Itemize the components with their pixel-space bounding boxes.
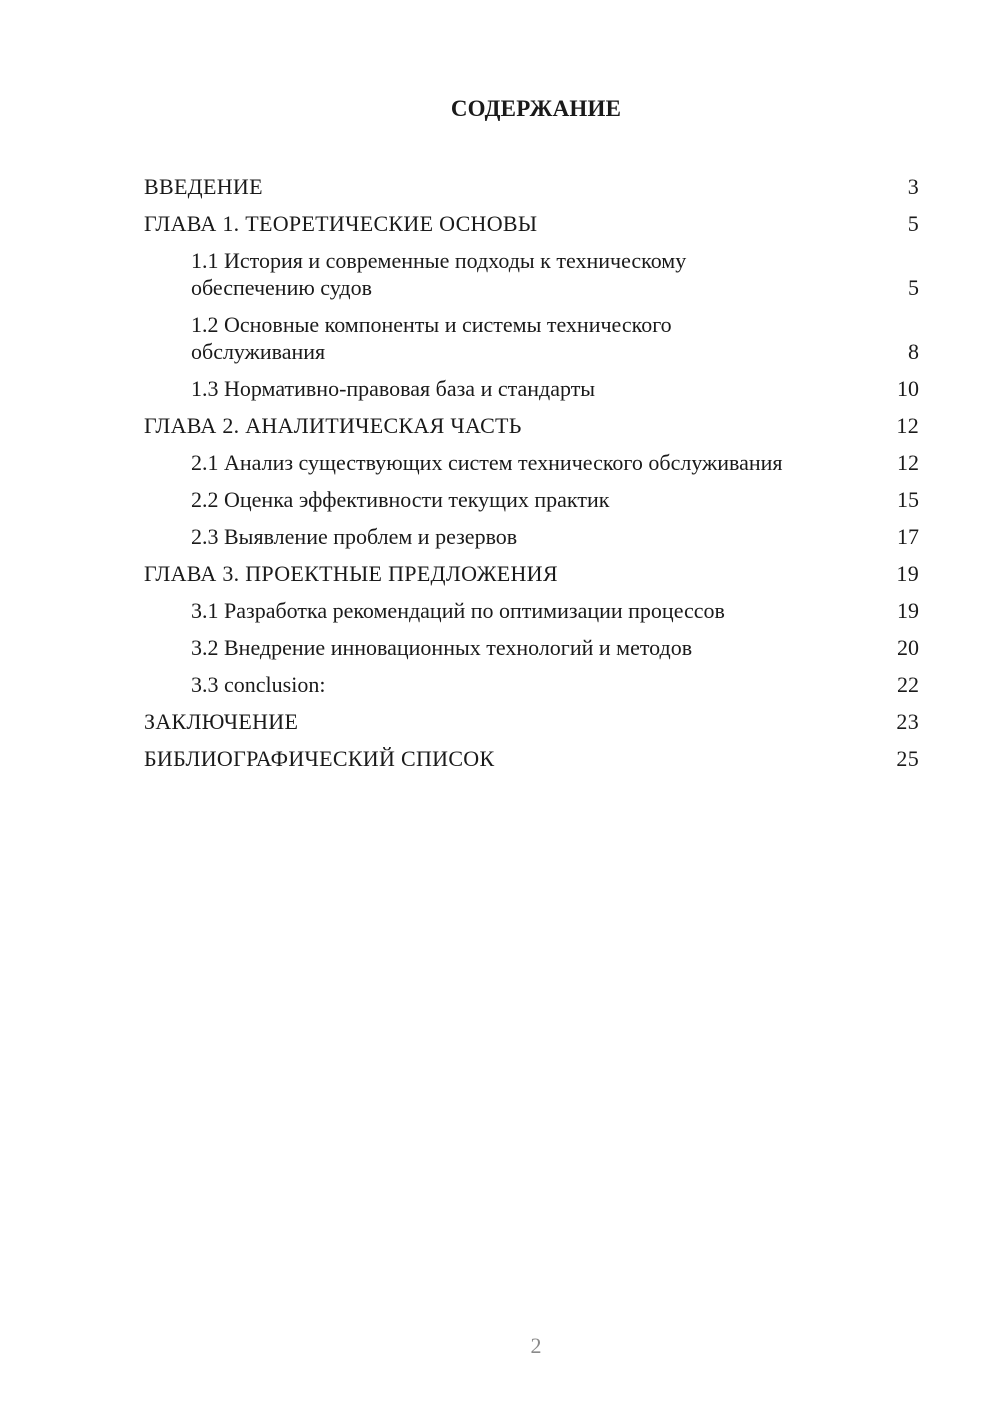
- toc-entry-page: 17: [897, 524, 919, 549]
- toc-entry-page: 5: [907, 211, 919, 236]
- toc-entry-section-1-1[interactable]: [144, 244, 919, 308]
- toc-entry-section-3-3[interactable]: [144, 668, 919, 705]
- toc-entry-label: 2.1 Анализ существующих систем технического обслуживания: [191, 450, 783, 475]
- toc-entry-section-1-2[interactable]: [144, 308, 919, 372]
- toc-entry-label: ГЛАВА 2. АНАЛИТИЧЕСКАЯ ЧАСТЬ: [144, 413, 522, 438]
- toc-entry-page: 23: [896, 709, 919, 734]
- toc-entry-label: ВВЕДЕНИЕ: [144, 174, 263, 199]
- toc-entry-chapter-1[interactable]: [144, 207, 919, 244]
- toc-entry-page: 10: [897, 376, 919, 401]
- toc-entry-page: 12: [896, 413, 919, 438]
- toc-entry-chapter-3[interactable]: [144, 557, 919, 594]
- toc-entry-bibliography[interactable]: [144, 742, 919, 779]
- toc-entry-label: 2.2 Оценка эффективности текущих практик: [191, 487, 610, 512]
- toc-entry-label: ГЛАВА 3. ПРОЕКТНЫЕ ПРЕДЛОЖЕНИЯ: [144, 561, 558, 586]
- toc-entry-section-3-1[interactable]: [144, 594, 919, 631]
- toc-entry-label: ГЛАВА 1. ТЕОРЕТИЧЕСКИЕ ОСНОВЫ: [144, 211, 538, 236]
- toc-entry-label: 3.1 Разработка рекомендаций по оптимизации процессов: [191, 598, 725, 623]
- toc-entry-label: 1.2 Основные компоненты и системы технического обслуживания: [191, 312, 672, 364]
- toc-entry-page: 20: [897, 635, 919, 660]
- table-of-contents: [144, 170, 919, 779]
- toc-entry-page: 25: [896, 746, 919, 771]
- toc-entry-chapter-2[interactable]: [144, 409, 919, 446]
- toc-entry-label: 3.2 Внедрение инновационных технологий и методов: [191, 635, 693, 660]
- toc-entry-section-1-3[interactable]: [144, 372, 919, 409]
- toc-entry-introduction[interactable]: [144, 170, 919, 207]
- toc-entry-page: 19: [897, 598, 919, 623]
- toc-entry-label: 1.1 История и современные подходы к техническому обеспечению судов: [191, 248, 687, 300]
- toc-entry-section-2-1[interactable]: [144, 446, 919, 483]
- toc-entry-page: 12: [897, 450, 919, 475]
- toc-entry-label: 3.3 conclusion:: [191, 672, 326, 697]
- toc-entry-section-3-2[interactable]: [144, 631, 919, 668]
- toc-entry-page: 3: [907, 174, 919, 199]
- toc-entry-section-2-2[interactable]: [144, 483, 919, 520]
- toc-entry-page: 22: [897, 672, 919, 697]
- toc-entry-page: 5: [908, 275, 919, 300]
- toc-entry-label: 1.3 Нормативно-правовая база и стандарты: [191, 376, 596, 401]
- page-number: 2: [530, 1333, 542, 1358]
- toc-entry-page: 15: [897, 487, 919, 512]
- toc-entry-conclusion[interactable]: [144, 705, 919, 742]
- toc-entry-label: ЗАКЛЮЧЕНИЕ: [144, 709, 299, 734]
- toc-entry-label: БИБЛИОГРАФИЧЕСКИЙ СПИСОК: [144, 746, 495, 771]
- toc-entry-label: 2.3 Выявление проблем и резервов: [191, 524, 518, 549]
- toc-entry-section-2-3[interactable]: [144, 520, 919, 557]
- toc-entry-page: 19: [896, 561, 919, 586]
- page-title: СОДЕРЖАНИЕ: [450, 96, 622, 121]
- toc-entry-page: 8: [908, 339, 919, 364]
